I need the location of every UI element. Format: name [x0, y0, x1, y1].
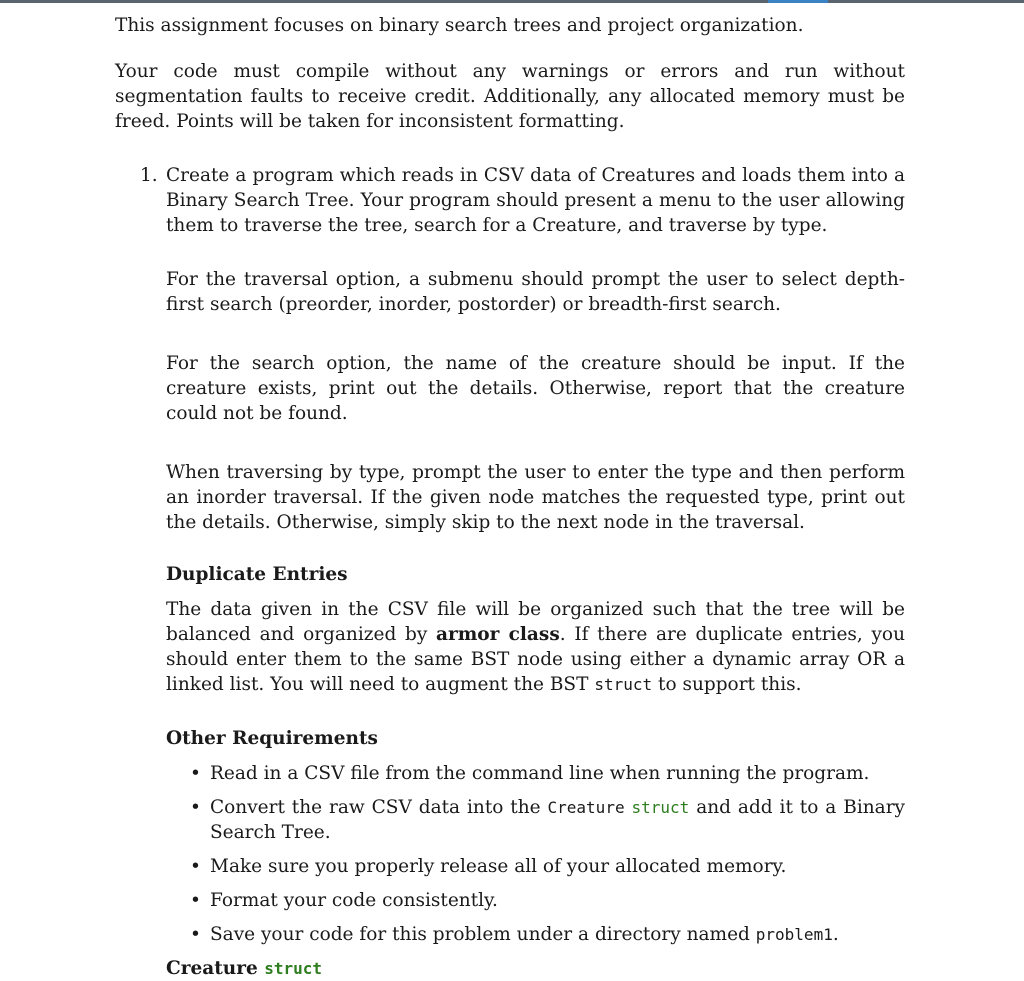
list-item-text: Make sure you properly release all of your allocated memory.	[210, 856, 787, 877]
list-item	[190, 888, 905, 913]
list-item-text-a: Convert the raw CSV data into the	[210, 797, 548, 818]
creature-struct-heading	[166, 956, 905, 981]
duplicate-entries-paragraph	[166, 597, 905, 697]
intro-requirements: Your code must compile without any warnings or errors and run without segmentation faults to receive credit. Additionally, any allocated memory must be freed. Points will be taken for inconsistent formatting.	[115, 61, 905, 132]
list-item-text: Read in a CSV file from the command line when running the program.	[210, 763, 870, 784]
top-toolbar-edge	[0, 0, 1024, 3]
struct-keyword: struct	[631, 798, 690, 817]
armor-class-bold: armor class	[435, 624, 560, 645]
duplicate-text-c: to support this.	[652, 674, 802, 695]
by-type-paragraph: When traversing by type, prompt the user to enter the type and then perform an inorder traversal. If the given node matches the requested type, print out the details. Otherwise, simply skip to the next node in the traversal.	[166, 462, 905, 533]
list-item	[190, 922, 905, 947]
other-requirements-heading: Other Requirements	[166, 728, 378, 749]
bullet-icon: •	[190, 856, 201, 877]
bullet-icon: •	[190, 763, 201, 784]
duplicate-text-b: . If there are duplicate entries, you should enter them to the same BST node using either a dynamic array OR a linked list. You will need to augment the BST	[166, 624, 905, 695]
problem-description: Create a program which reads in CSV data of Creatures and loads them into a Binary Search Tree. Your program should present a menu to the user allowing them to traverse the tree, search for a Creature, and traverse by type.	[166, 165, 905, 236]
list-item-text-b: .	[832, 924, 839, 945]
list-item	[190, 761, 905, 786]
duplicate-text-a: The data given in the CSV file will be organized such that the tree will be balanced and organized by	[166, 599, 905, 645]
struct-code: struct	[594, 675, 653, 694]
bullet-icon: •	[190, 890, 201, 911]
list-item-text: Format your code consistently.	[210, 890, 498, 911]
traversal-paragraph: For the traversal option, a submenu should prompt the user to select depth-first search (preorder, inorder, postorder) or breadth-first search.	[166, 269, 905, 315]
duplicate-entries-heading: Duplicate Entries	[166, 564, 348, 585]
other-requirements-list	[166, 761, 905, 947]
search-paragraph: For the search option, the name of the creature should be input. If the creature exists, print out the details. Otherwise, report that the creature could not be found.	[166, 353, 905, 424]
struct-keyword: struct	[264, 959, 322, 978]
document-page	[115, 13, 905, 981]
bullet-icon: •	[190, 924, 201, 945]
list-item-text-a: Save your code for this problem under a directory named	[210, 924, 756, 945]
problem-1	[115, 163, 905, 981]
list-item	[190, 795, 905, 845]
problem-number: 1.	[140, 165, 158, 186]
active-tab-indicator	[768, 0, 828, 3]
list-item-text-b: and add it to a Binary Search Tree.	[210, 797, 905, 843]
creature-name: Creature	[166, 958, 258, 979]
problem1-dir-code: problem1	[755, 925, 833, 944]
bullet-icon: •	[190, 797, 201, 818]
intro-focus: This assignment focuses on binary search trees and project organization.	[115, 15, 804, 36]
creature-code: Creature	[547, 798, 625, 817]
list-item	[190, 854, 905, 879]
